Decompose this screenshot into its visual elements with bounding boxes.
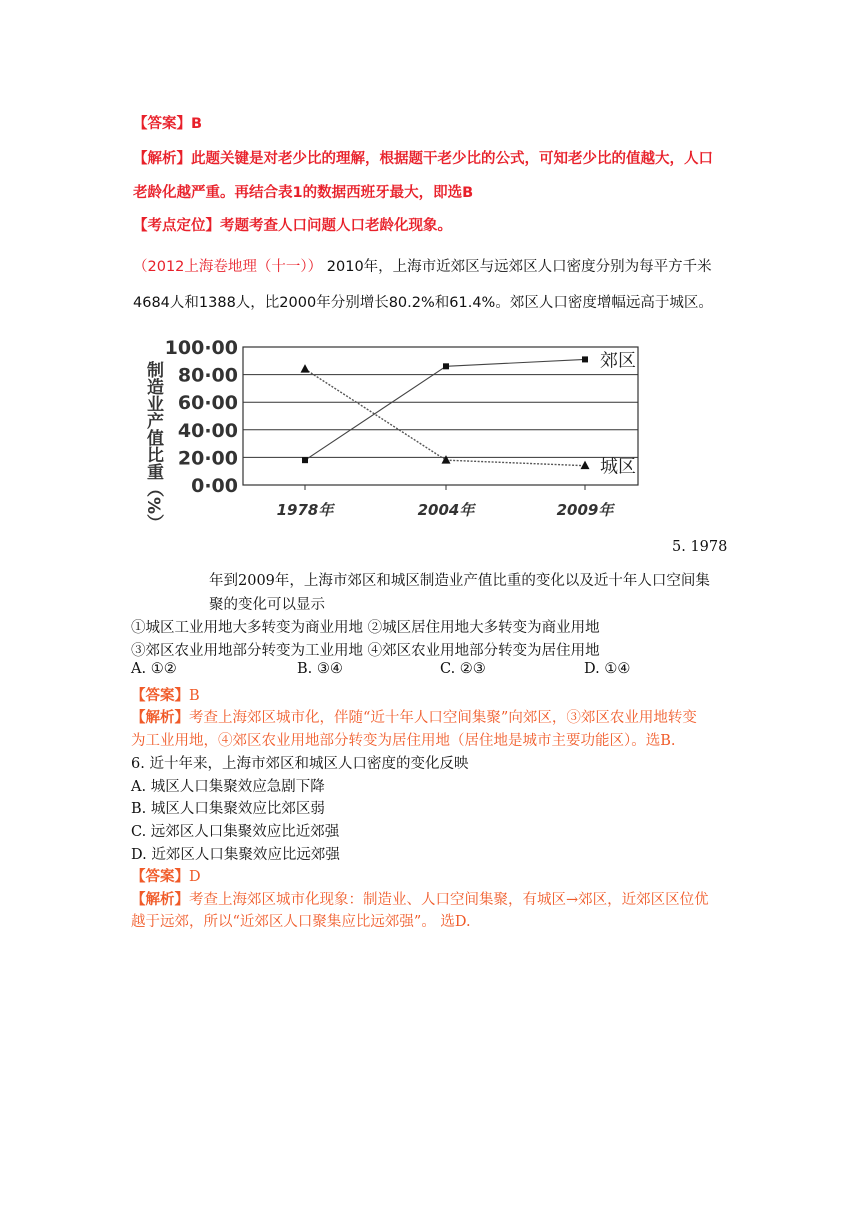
analysis-tag: 【解析】 <box>133 151 191 167</box>
q6-answer <box>131 865 201 886</box>
q5-answer <box>131 684 200 705</box>
y-tick-label: 20·00 <box>177 447 238 470</box>
q5-analysis-text: 考查上海郊区城市化，伴随“近十年人口空间集聚”向郊区，③郊区农业用地转变 <box>189 710 697 726</box>
q5-choice-a: A. ①② <box>131 661 177 677</box>
x-axis-ticks <box>277 485 616 519</box>
q5-answer-tag: 【答案】 <box>131 687 189 704</box>
y-tick-label: 0·00 <box>191 475 238 497</box>
series-label: 郊区 <box>600 350 636 372</box>
q6-analysis-line-2: 越于远郊，所以“近郊区人口聚集应比远郊强”。 选D. <box>131 914 471 930</box>
q5-choice-c: C. ②③ <box>440 661 486 677</box>
q6-stem: 6. 近十年来，上海市郊区和城区人口密度的变化反映 <box>131 756 469 772</box>
x-tick-label: 1978年 <box>276 501 334 519</box>
q6-answer-tag: 【答案】 <box>131 868 189 885</box>
location-tag: 【考点定位】 <box>133 218 220 234</box>
intro-text-1: 2010年，上海市近郊区与远郊区人口密度分别为每平方千米 <box>326 259 712 275</box>
data-point-triangle <box>301 364 310 373</box>
manufacturing-share-chart <box>143 333 643 533</box>
q6-choice-b: B. 城区人口集聚效应比郊区弱 <box>131 801 325 817</box>
plot-frame <box>243 347 638 485</box>
q5-analysis-line-1 <box>131 706 697 727</box>
series-label: 城区 <box>600 456 636 478</box>
q5-choice-d: D. ①④ <box>584 661 631 677</box>
answer-line-1 <box>133 112 202 133</box>
data-point-triangle <box>442 455 451 464</box>
q6-analysis-line-1 <box>131 888 709 909</box>
y-tick-label: 100·00 <box>164 337 238 359</box>
q6-analysis-tag: 【解析】 <box>131 891 189 908</box>
q5-options-line-1: ①城区工业用地大多转变为商业用地 ②城区居住用地大多转变为商业用地 <box>131 620 600 636</box>
source-open: （ <box>133 259 148 275</box>
q5-answer-value: B <box>189 688 200 704</box>
q5-number: 5. 1978 <box>672 539 728 555</box>
chart-series <box>301 350 637 477</box>
data-point-square <box>443 363 449 369</box>
y-tick-label: 40·00 <box>177 419 238 442</box>
source-num: （十一）） <box>256 259 323 275</box>
analysis-line-2: 老龄化越严重。再结合表1的数据西班牙最大，即选B <box>133 185 474 201</box>
x-tick-label: 2009年 <box>556 501 614 519</box>
q6-choice-a: A. 城区人口集聚效应急剧下降 <box>131 779 325 795</box>
q5-options-line-2: ③郊区农业用地部分转变为工业用地 ④郊区农业用地部分转变为居住用地 <box>131 643 600 659</box>
q5-choice-b: B. ③④ <box>297 661 343 677</box>
q5-stem-line-2: 聚的变化可以显示 <box>209 597 325 613</box>
location-text: 考题考查人口问题人口老龄化现象。 <box>220 218 452 234</box>
q6-analysis-text: 考查上海郊区城市化现象：制造业、人口空间集聚，有城区→郊区，近郊区区位优 <box>189 892 709 908</box>
y-tick-label: 60·00 <box>177 392 238 415</box>
y-tick-label: 80·00 <box>177 364 238 387</box>
q6-choice-d: D. 近郊区人口集聚效应比远郊强 <box>131 847 340 863</box>
q6-answer-value: D <box>189 869 201 885</box>
data-point-square <box>302 457 308 463</box>
q6-choice-c: C. 远郊区人口集聚效应比近郊强 <box>131 824 340 840</box>
y-axis-ticks <box>165 337 238 497</box>
intro-line-2: 4684人和1388人，比2000年分别增长80.2%和61.4%。郊区人口密度增幅远高于城区。 <box>133 295 713 311</box>
data-point-triangle <box>581 461 590 470</box>
x-tick-label: 2004年 <box>417 501 475 519</box>
source-name: 2012上海卷地理 <box>147 259 257 275</box>
answer-tag: 【答案】 <box>133 116 191 132</box>
analysis-line-1 <box>133 147 713 168</box>
location-line <box>133 214 452 235</box>
y-axis-label: 制造业产值比重（%） <box>143 361 163 532</box>
answer-value: B <box>191 116 203 132</box>
intro-line-1 <box>133 255 712 276</box>
q5-stem-line-1: 年到2009年，上海市郊区和城区制造业产值比重的变化以及近十年人口空间集 <box>209 573 710 589</box>
data-point-square <box>582 356 588 362</box>
analysis-text: 此题关键是对老少比的理解，根据题干老少比的公式，可知老少比的值越大，人口 <box>191 151 713 167</box>
q5-analysis-line-2: 为工业用地，④郊区农业用地部分转变为居住用地（居住地是城市主要功能区）。选B. <box>131 733 676 749</box>
chart-grid <box>243 347 638 485</box>
q5-analysis-tag: 【解析】 <box>131 709 189 726</box>
series-line-urban <box>305 369 585 466</box>
